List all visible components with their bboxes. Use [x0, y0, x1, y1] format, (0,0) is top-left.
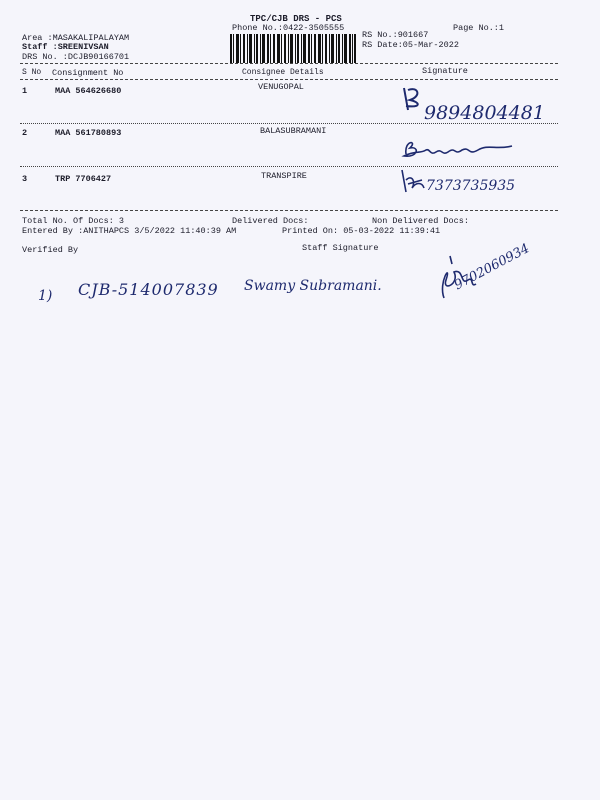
- row-consignment: MAA 561780893: [55, 128, 122, 138]
- signature-mark: [400, 136, 516, 164]
- page-number: Page No.:1: [453, 23, 505, 33]
- total-docs: Total No. Of Docs: 3: [22, 216, 125, 226]
- handwritten-index: 1): [38, 288, 53, 304]
- delivered-docs: Delivered Docs:: [232, 216, 309, 226]
- column-signature: Signature: [422, 66, 468, 76]
- row-consignment: MAA 564626680: [55, 86, 122, 96]
- document-title: TPC/CJB DRS - PCS: [250, 14, 342, 24]
- divider: [20, 79, 558, 80]
- rs-number: RS No.:901667: [362, 30, 429, 40]
- column-consignment: Consignment No: [52, 68, 124, 78]
- verified-by: Verified By: [22, 245, 79, 255]
- divider: [20, 210, 558, 211]
- printed-on: Printed On: 05-03-2022 11:39:41: [282, 226, 441, 236]
- handwritten-name: Swamy Subramani.: [244, 278, 382, 294]
- staff-name: Staff :SREENIVSAN: [22, 42, 109, 52]
- entered-by: Entered By :ANITHAPCS 3/5/2022 11:40:39 AM: [22, 226, 237, 236]
- barcode-graphic: [230, 34, 356, 63]
- non-delivered-docs: Non Delivered Docs:: [372, 216, 469, 226]
- rs-date: RS Date:05-Mar-2022: [362, 40, 459, 50]
- area: Area :MASAKALIPALAYAM: [22, 33, 130, 43]
- handwritten-phone: 9894804481: [424, 102, 545, 124]
- row-consignee: VENUGOPAL: [258, 82, 304, 92]
- handwritten-staff-phone: 9702060934: [452, 241, 533, 294]
- phone-number: Phone No.:0422-3505555: [232, 23, 345, 33]
- handwritten-consignment: CJB-514007839: [78, 280, 219, 299]
- row-sno: 2: [22, 128, 28, 138]
- row-sno: 3: [22, 174, 28, 184]
- staff-signature-label: Staff Signature: [302, 243, 379, 253]
- signature-mark: [398, 168, 428, 194]
- row-consignee: TRANSPIRE: [261, 171, 307, 181]
- divider: [20, 63, 558, 64]
- row-consignee: BALASUBRAMANI: [260, 126, 327, 136]
- divider: [20, 166, 558, 167]
- drs-number: DRS No. :DCJB90166701: [22, 52, 130, 62]
- row-consignment: TRP 7706427: [55, 174, 112, 184]
- column-sno: S No: [22, 68, 42, 77]
- divider: [20, 123, 558, 124]
- column-consignee: Consignee Details: [242, 68, 324, 77]
- row-sno: 1: [22, 86, 28, 96]
- handwritten-phone: 7373735935: [426, 178, 516, 194]
